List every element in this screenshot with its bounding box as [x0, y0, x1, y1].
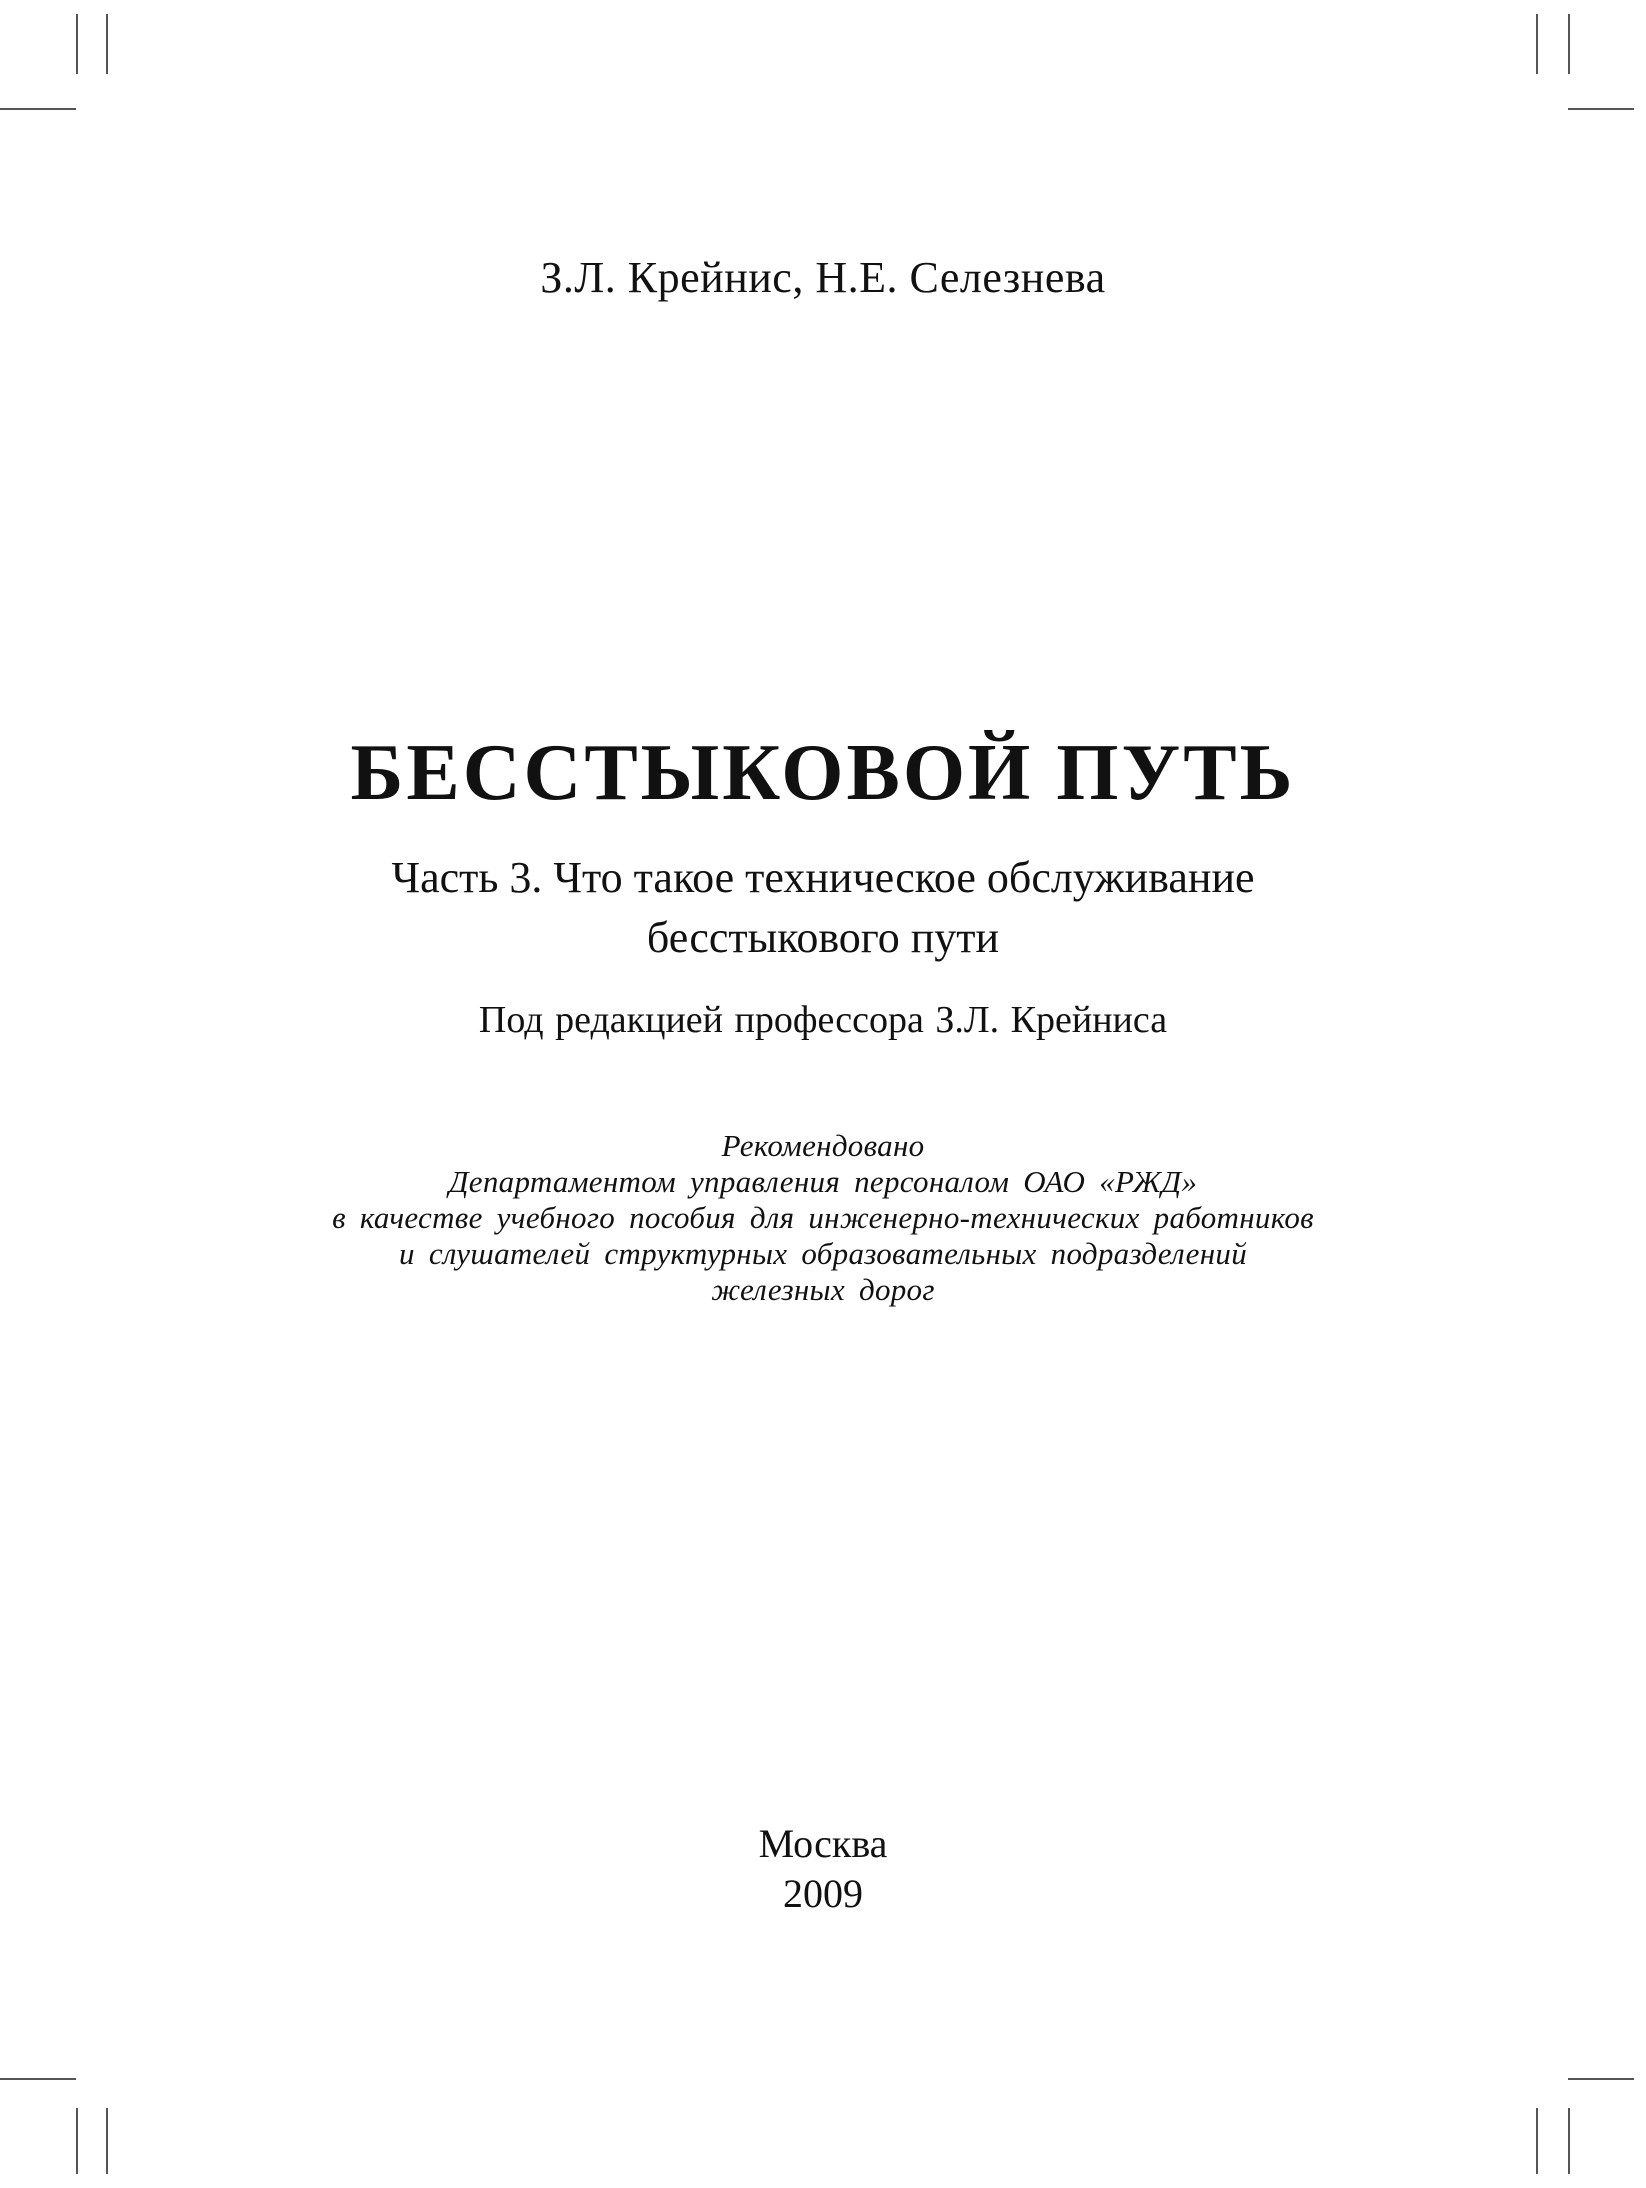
subtitle-line-1: Часть 3. Что такое техническое обслуживание	[391, 853, 1255, 902]
publication-city: Москва	[758, 1821, 888, 1866]
subtitle-line-2: бесстыкового пути	[646, 913, 1000, 962]
recommendation-line-1: Рекомендовано	[721, 1128, 925, 1163]
authors-line: З.Л. Крейнис, Н.Е. Селезнева	[540, 253, 1106, 302]
recommendation-line-3: в качестве учебного пособия для инженерно-технических работников	[332, 1200, 1314, 1235]
editor-line: Под редакцией профессора З.Л. Крейниса	[478, 999, 1168, 1041]
recommendation-line-5: железных дорог	[711, 1272, 935, 1307]
recommendation-line-4: и слушателей структурных образовательных подразделений	[398, 1236, 1248, 1271]
publication-year: 2009	[783, 1871, 863, 1916]
recommendation-line-2: Департаментом управления персоналом ОАО «РЖД»	[448, 1164, 1198, 1199]
book-title: БЕССТЫКОВОЙ ПУТЬ	[350, 729, 1296, 817]
